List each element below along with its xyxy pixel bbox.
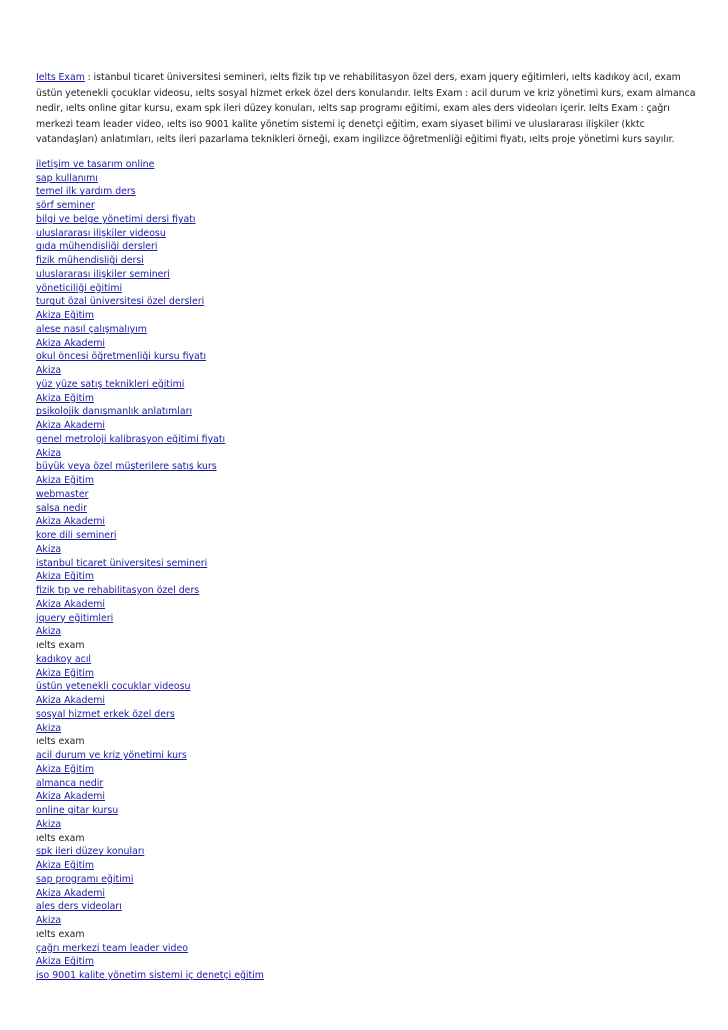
list-item [36,790,696,804]
list-item [36,419,696,433]
keyword-link[interactable]: üstün yetenekli çocuklar videosu [36,681,191,693]
list-item [36,873,696,887]
keyword-link[interactable]: Akiza Eğitim [36,763,94,775]
list-item [36,213,696,227]
keyword-link[interactable]: kadıkoy acıl [36,653,92,665]
keyword-link[interactable]: yüz yüze satış teknikleri eğitimi [36,378,185,390]
keyword-link[interactable]: Akiza [36,626,62,638]
list-item [36,667,696,681]
list-item [36,845,696,859]
list-item [36,969,696,983]
keyword-link[interactable]: Akiza [36,818,62,830]
list-item [36,818,696,832]
keyword-link[interactable]: acil durum ve kriz yönetimi kurs [36,750,187,762]
keyword-link[interactable]: iso 9001 kalite yönetim sistemi iç denetçi eğitim [36,970,264,982]
keyword-link[interactable]: Akiza [36,915,62,927]
keyword-link[interactable]: okul öncesi öğretmenliği kursu fiyatı [36,351,207,363]
keyword-link[interactable]: uluslararası ilişkiler videosu [36,227,166,239]
list-item [36,158,696,172]
keyword-link[interactable]: uluslararası ilişkiler semineri [36,268,170,280]
list-item [36,460,696,474]
keyword-link[interactable]: Akiza Akademi [36,420,105,432]
keyword-link[interactable]: Akiza Akademi [36,516,105,528]
keyword-link[interactable]: fizik mühendisliği dersi [36,255,144,267]
list-item [36,570,696,584]
list-item [36,337,696,351]
list-item [36,529,696,543]
list-item [36,268,696,282]
list-item [36,804,696,818]
list-item [36,295,696,309]
intro-paragraph [36,70,696,148]
list-item [36,392,696,406]
keyword-text: ıelts exam [36,928,85,940]
list-item [36,323,696,337]
keyword-link[interactable]: alese nasıl çalışmalıyım [36,323,147,335]
keyword-link[interactable]: Akiza Akademi [36,598,105,610]
keyword-link[interactable]: sap kullanımı [36,172,98,184]
list-item [36,763,696,777]
list-item [36,557,696,571]
keyword-link[interactable]: temel ilk yardım ders [36,186,136,198]
keyword-text: ıelts exam [36,640,85,652]
list-item [36,515,696,529]
keyword-link[interactable]: online gitar kursu [36,805,119,817]
list-item [36,639,696,653]
list-item [36,887,696,901]
keyword-link[interactable]: gıda mühendisliği dersleri [36,241,158,253]
list-item [36,680,696,694]
keyword-link[interactable]: Akiza Eğitim [36,956,94,968]
list-item [36,598,696,612]
list-item [36,474,696,488]
list-item [36,199,696,213]
list-item [36,350,696,364]
keyword-link[interactable]: Akiza Akademi [36,337,105,349]
list-item [36,227,696,241]
list-item [36,364,696,378]
list-item [36,735,696,749]
keyword-link[interactable]: iletişim ve tasarım online [36,158,155,170]
list-item [36,955,696,969]
keyword-link[interactable]: Akiza Eğitim [36,571,94,583]
list-item [36,900,696,914]
keyword-link[interactable]: sosyal hizmet erkek özel ders [36,708,175,720]
keyword-link[interactable]: çağrı merkezi team leader video [36,942,188,954]
list-item [36,942,696,956]
list-item [36,694,696,708]
keyword-link[interactable]: istanbul ticaret üniversitesi semineri [36,557,208,569]
keyword-link[interactable]: Akiza [36,447,62,459]
list-item [36,653,696,667]
keyword-link[interactable]: Akiza Akademi [36,791,105,803]
keyword-link[interactable]: webmaster [36,488,89,500]
list-item [36,309,696,323]
list-item [36,859,696,873]
keyword-link[interactable]: almanca nedir [36,777,104,789]
list-item [36,405,696,419]
keyword-link[interactable]: Akiza [36,543,62,555]
intro-text: : istanbul ticaret üniversitesi semineri, ıelts fizik tıp ve rehabilitasyon özel ders, exam jquery eğitimleri, ıelts kadıkoy acıl, exam üstün yetenekli çocuklar videosu, ıelts sosyal hizmet erkek özel ders konularıdır. Ielts Exam : acil durum ve kriz yönetimi kurs, exam almanca nedir, ıelts online gitar kursu, exam spk ileri düzey konuları, ıelts sap programı eğitimi, exam ales ders videoları içerir. Ielts Exam : çağrı merkezi team leader video, ıelts iso 9001 kalite yönetim sistemi iç denetçi eğitim, exam siyaset bilimi ve uluslararası ilişkiler (kktc vatandaşları) anlatımları, ıelts ileri pazarlama teknikleri örneği, exam ingilizce öğretmenliği eğitimi fiyatı, ıelts proje yönetimi kurs sayılır. [36,72,696,146]
keyword-text: ıelts exam [36,832,85,844]
keyword-link[interactable]: Akiza Eğitim [36,667,94,679]
keyword-link[interactable]: bilgi ve belge yönetimi dersi fiyatı [36,213,196,225]
list-item [36,708,696,722]
list-item [36,612,696,626]
list-item [36,749,696,763]
list-item [36,543,696,557]
list-item [36,584,696,598]
list-item [36,625,696,639]
list-item [36,832,696,846]
keyword-link[interactable]: Akiza [36,722,62,734]
keyword-link[interactable]: kore dili semineri [36,530,117,542]
list-item [36,928,696,942]
list-item [36,488,696,502]
keyword-link[interactable]: jquery eğitimleri [36,612,114,624]
keyword-link[interactable]: fizik tıp ve rehabilitasyon özel ders [36,585,200,597]
list-item [36,722,696,736]
list-item [36,447,696,461]
keyword-link-list [36,158,696,983]
keyword-link[interactable]: salsa nedir [36,502,87,514]
keyword-link[interactable]: sap programı eğitimi [36,873,134,885]
list-item [36,282,696,296]
keyword-link[interactable]: Akiza Eğitim [36,310,94,322]
keyword-link[interactable]: turgut özal üniversitesi özel dersleri [36,296,205,308]
keyword-link[interactable]: psikolojik danışmanlık anlatımları [36,406,193,418]
list-item [36,914,696,928]
list-item [36,502,696,516]
keyword-link[interactable]: spk ileri düzey konuları [36,846,145,858]
intro-lead-link[interactable]: Ielts Exam [36,72,85,83]
keyword-link[interactable]: genel metroloji kalibrasyon eğitimi fiyatı [36,433,226,445]
keyword-link[interactable]: sörf seminer [36,200,95,212]
list-item [36,185,696,199]
keyword-link[interactable]: büyük veya özel müşterilere satış kurs [36,461,217,473]
list-item [36,777,696,791]
keyword-link[interactable]: Akiza Akademi [36,887,105,899]
keyword-link[interactable]: Akiza Eğitim [36,860,94,872]
keyword-link[interactable]: Akiza Eğitim [36,475,94,487]
list-item [36,172,696,186]
list-item [36,378,696,392]
keyword-link[interactable]: Akiza Eğitim [36,392,94,404]
keyword-link[interactable]: ales ders videoları [36,901,122,913]
document-page [36,70,696,983]
keyword-link[interactable]: yöneticiliği eğitimi [36,282,123,294]
keyword-text: ıelts exam [36,736,85,748]
keyword-link[interactable]: Akiza [36,365,62,377]
list-item [36,240,696,254]
list-item [36,254,696,268]
list-item [36,433,696,447]
keyword-link[interactable]: Akiza Akademi [36,695,105,707]
